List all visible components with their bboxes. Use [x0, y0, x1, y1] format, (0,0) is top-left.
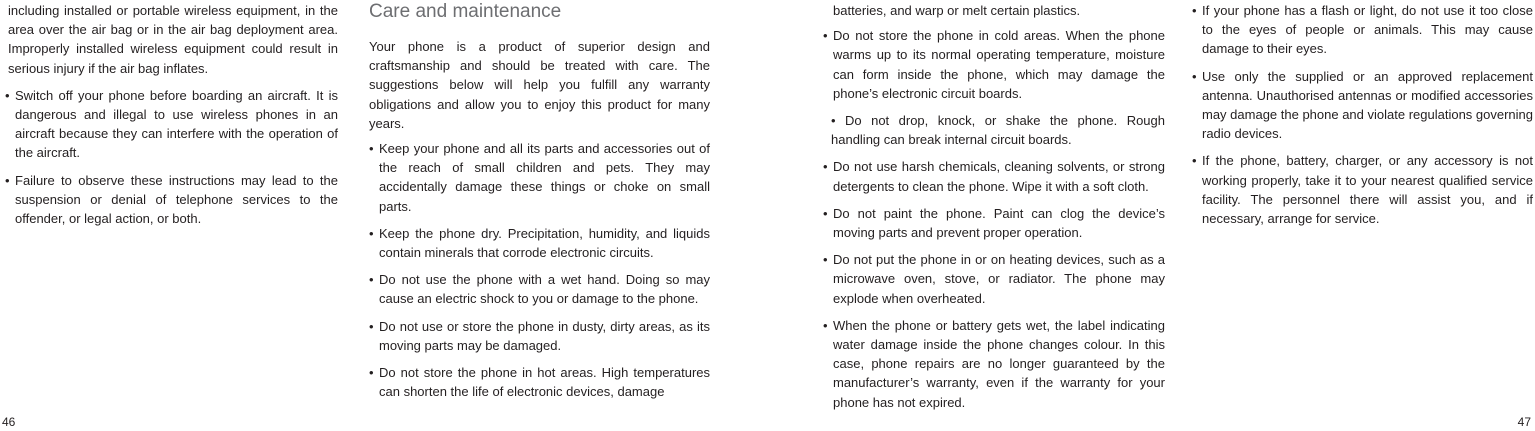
left-column-1: [5, 1, 338, 236]
list-item: • Do not store the phone in cold areas. When the phone warms up to its normal operating temperature, moisture can form inside the phone, which may damage the phone’s electronic circuit boards.: [823, 26, 1165, 103]
list-item: • Do not use harsh chemicals, cleaning solvents, or strong detergents to clean the phone. Wipe it with a soft cloth.: [823, 157, 1165, 195]
list-item: • Keep the phone dry. Precipitation, humidity, and liquids contain minerals that corrode electronic circuits.: [369, 224, 710, 262]
left-column-2: [369, 0, 710, 409]
list-item: • Use only the supplied or an approved replacement antenna. Unauthorised antennas or modified accessories may damage the phone and violate regulations governing radio devices.: [1192, 67, 1533, 144]
drop-warning-text: • Do not drop, knock, or shake the phone. Rough handling can break internal circuit boards.: [831, 113, 1165, 148]
aircraft-bullet-list: [5, 86, 338, 228]
care-intro-paragraph: Your phone is a product of superior design and craftsmanship and should be treated with care. The suggestions below will help you fulfill any warranty obligations and allow you to enjoy this product for many years.: [369, 39, 710, 131]
right-column-2: [1192, 1, 1533, 236]
page-number-right: 47: [1517, 415, 1531, 429]
list-item: • When the phone or battery gets wet, the label indicating water damage inside the phone changes colour. In this case, phone repairs are no longer guaranteed by the manufacturer’s warranty, even if the warranty for your phone has not expired.: [823, 316, 1165, 412]
right-column-1: [823, 1, 1165, 420]
list-item: • Switch off your phone before boarding an aircraft. It is dangerous and illegal to use wireless phones in an aircraft because they can interfere with the operation of the aircraft.: [5, 86, 338, 163]
list-item: • Do not use or store the phone in dusty, dirty areas, as its moving parts may be damaged.: [369, 317, 710, 355]
list-item: • Failure to observe these instructions may lead to the suspension or denial of telephone services to the offender, or legal action, or both.: [5, 171, 338, 229]
safety-bullet-list: [1192, 1, 1533, 228]
section-heading: Care and maintenance: [369, 1, 562, 22]
care-bullet-list: [369, 139, 710, 401]
list-item: • Keep your phone and all its parts and accessories out of the reach of small children and pets. They may accidentally damage these things or choke on small parts.: [369, 139, 710, 216]
list-item: • Do not paint the phone. Paint can clog the device’s moving parts and prevent proper operation.: [823, 204, 1165, 242]
maintenance-bullet-list-b: [823, 157, 1165, 411]
airbag-continuation-text: including installed or portable wireless equipment, in the area over the air bag or in the air bag deployment area. Improperly installed wireless equipment could result in serious injury if the air bag inflates.: [8, 3, 338, 76]
list-item: • Do not use the phone with a wet hand. Doing so may cause an electric shock to you or damage to the phone.: [369, 270, 710, 308]
list-item: • Do not put the phone in or on heating devices, such as a microwave oven, stove, or radiator. The phone may explode when overheated.: [823, 250, 1165, 308]
list-item: • If your phone has a flash or light, do not use it too close to the eyes of people or animals. This may cause damage to their eyes.: [1192, 1, 1533, 59]
list-item: • If the phone, battery, charger, or any accessory is not working properly, take it to your nearest qualified service facility. The personnel there will assist you, and if necessary, arrange for service.: [1192, 151, 1533, 228]
maintenance-bullet-list-a: [823, 26, 1165, 103]
page-number-left: 46: [2, 415, 16, 429]
heat-continuation-text: batteries, and warp or melt certain plastics.: [833, 3, 1081, 18]
list-item: • Do not store the phone in hot areas. High temperatures can shorten the life of electronic devices, damage: [369, 363, 710, 401]
